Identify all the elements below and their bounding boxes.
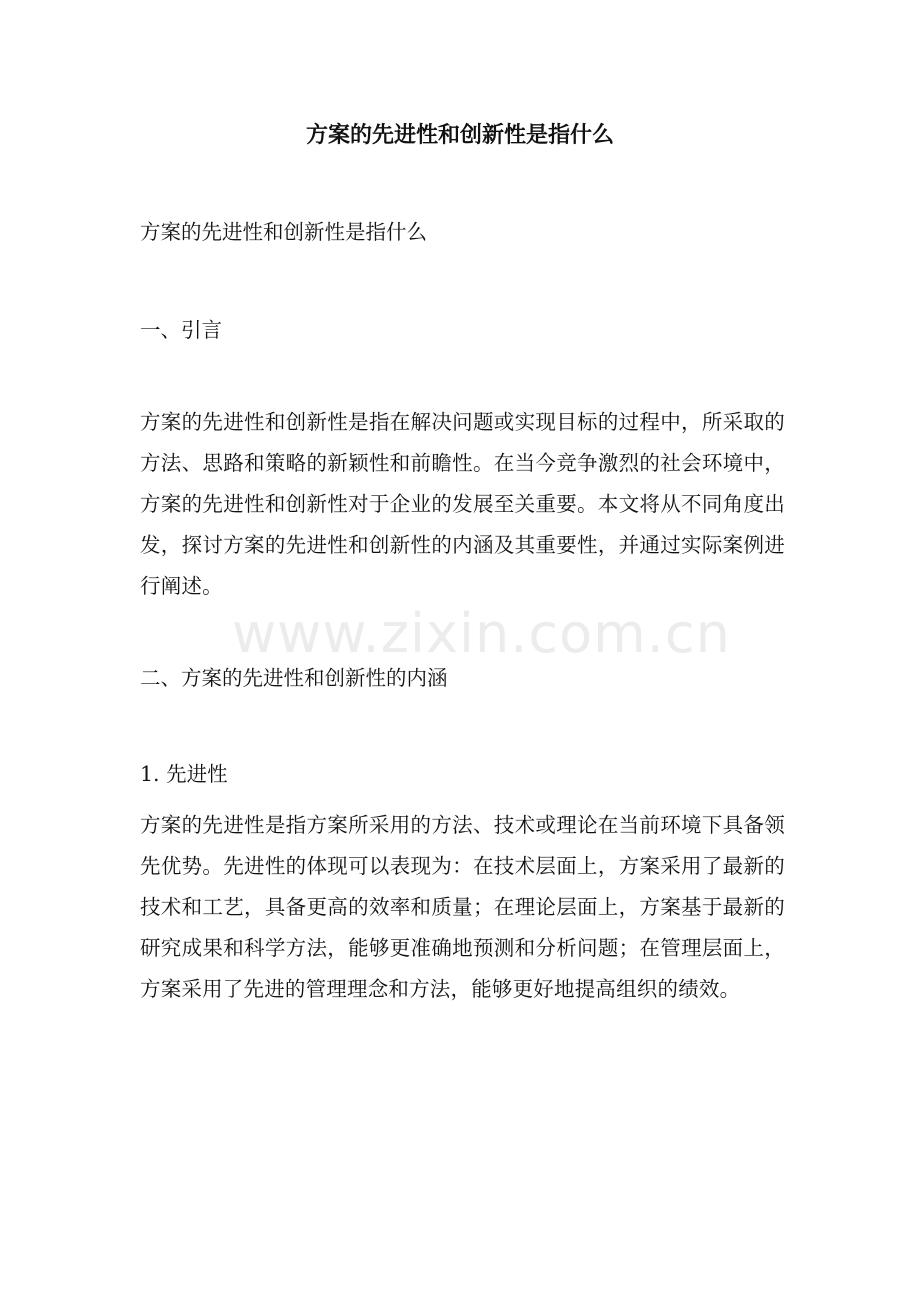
advancement-paragraph: 方案的先进性是指方案所采用的方法、技术或理论在当前环境下具备领先优势。先进性的体现可以表现为：在技术层面上，方案采用了最新的技术和工艺，具备更高的效率和质量；在理论层面上，方案基于最新的研究成果和科学方法，能够更准确地预测和分析问题；在管理层面上，方案采用了先进的管理理念和方法，能够更好地提高组织的绩效。 [140,813,785,1001]
section-heading-connotation: 二、方案的先进性和创新性的内涵 [140,666,448,690]
document-subtitle: 方案的先进性和创新性是指什么 [140,220,427,244]
document-body [140,217,785,1010]
document-title: 方案的先进性和创新性是指什么 [305,122,614,148]
watermark: www.zixin.com.cn [232,602,731,665]
introduction-paragraph: 方案的先进性和创新性是指在解决问题或实现目标的过程中，所采取的方法、思路和策略的新颖性和前瞻性。在当今竞争激烈的社会环境中，方案的先进性和创新性对于企业的发展至关重要。本文将从不同角度出发，探讨方案的先进性和创新性的内涵及其重要性，并通过实际案例进行阐述。 [140,410,785,598]
section-heading-introduction: 一、引言 [140,318,222,342]
subheading-advancement: 1. 先进性 [140,762,228,786]
